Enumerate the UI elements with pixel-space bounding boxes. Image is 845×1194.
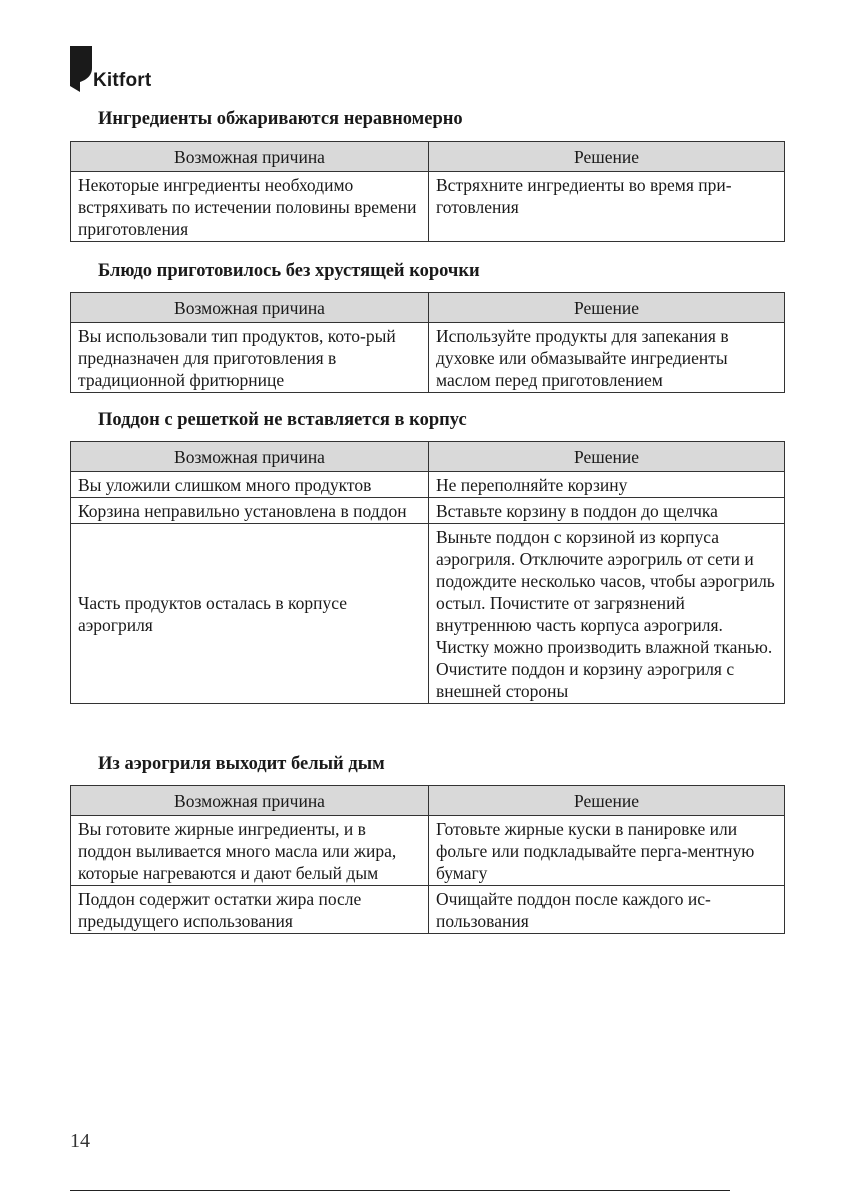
table-header-row <box>71 786 785 816</box>
section-title: Из аэрогриля выходит белый дым <box>98 754 385 774</box>
table-row <box>71 886 785 934</box>
cause-cell: Некоторые ингредиенты необходимо встряхивать по истечении половины времени приготовления <box>71 172 429 242</box>
cause-cell: Вы использовали тип продуктов, кото-рый предназначен для приготовления в традиционной фритюрнице <box>71 323 429 393</box>
solution-cell: Вставьте корзину в поддон до щелчка <box>429 498 785 524</box>
table-row <box>71 498 785 524</box>
cause-cell: Поддон содержит остатки жира после предыдущего использования <box>71 886 429 934</box>
footer-divider <box>70 1190 730 1191</box>
table-header-row <box>71 293 785 323</box>
troubleshooting-table <box>70 292 785 393</box>
header-cause: Возможная причина <box>71 293 429 323</box>
header-cause: Возможная причина <box>71 442 429 472</box>
solution-cell: Очищайте поддон после каждого ис-пользования <box>429 886 785 934</box>
header-cause: Возможная причина <box>71 786 429 816</box>
header-solution: Решение <box>429 142 785 172</box>
troubleshooting-table <box>70 441 785 704</box>
table-row <box>71 323 785 393</box>
cause-cell: Вы готовите жирные ингредиенты, и в поддон выливается много масла или жира, которые нагреваются и дают белый дым <box>71 816 429 886</box>
cause-cell: Корзина неправильно установлена в поддон <box>71 498 429 524</box>
cause-cell: Вы уложили слишком много продуктов <box>71 472 429 498</box>
cause-cell: Часть продуктов осталась в корпусе аэрогриля <box>71 524 429 704</box>
section-title: Ингредиенты обжариваются неравномерно <box>98 109 463 129</box>
table-header-row <box>71 142 785 172</box>
table-header-row <box>71 442 785 472</box>
page-number: 14 <box>70 1130 90 1152</box>
solution-cell: Выньте поддон с корзиной из корпуса аэрогриля. Отключите аэрогриль от сети и подождите несколько часов, чтобы аэрогриль остыл. Почистите от загрязнений внутреннюю часть корпуса аэрогриля. Чистку можно производить влажной тканью. Очистите поддон и корзину аэрогриля с внешней стороны <box>429 524 785 704</box>
header-solution: Решение <box>429 293 785 323</box>
table-row <box>71 172 785 242</box>
solution-cell: Готовьте жирные куски в панировке или фольге или подкладывайте перга-ментную бумагу <box>429 816 785 886</box>
header-cause: Возможная причина <box>71 142 429 172</box>
header-solution: Решение <box>429 786 785 816</box>
solution-cell: Не переполняйте корзину <box>429 472 785 498</box>
section-title: Поддон с решеткой не вставляется в корпус <box>98 410 467 430</box>
troubleshooting-table <box>70 785 785 934</box>
brand-name: Kitfort <box>93 70 152 91</box>
troubleshooting-table <box>70 141 785 242</box>
table-row <box>71 524 785 704</box>
section-title: Блюдо приготовилось без хрустящей корочки <box>98 261 480 281</box>
brand-logo <box>70 46 151 92</box>
table-row <box>71 816 785 886</box>
table-row <box>71 472 785 498</box>
solution-cell: Встряхните ингредиенты во время при-готовления <box>429 172 785 242</box>
header-solution: Решение <box>429 442 785 472</box>
kitfort-logo-icon <box>70 46 92 92</box>
solution-cell: Используйте продукты для запекания в духовке или обмазывайте ингредиенты маслом перед приготовлением <box>429 323 785 393</box>
